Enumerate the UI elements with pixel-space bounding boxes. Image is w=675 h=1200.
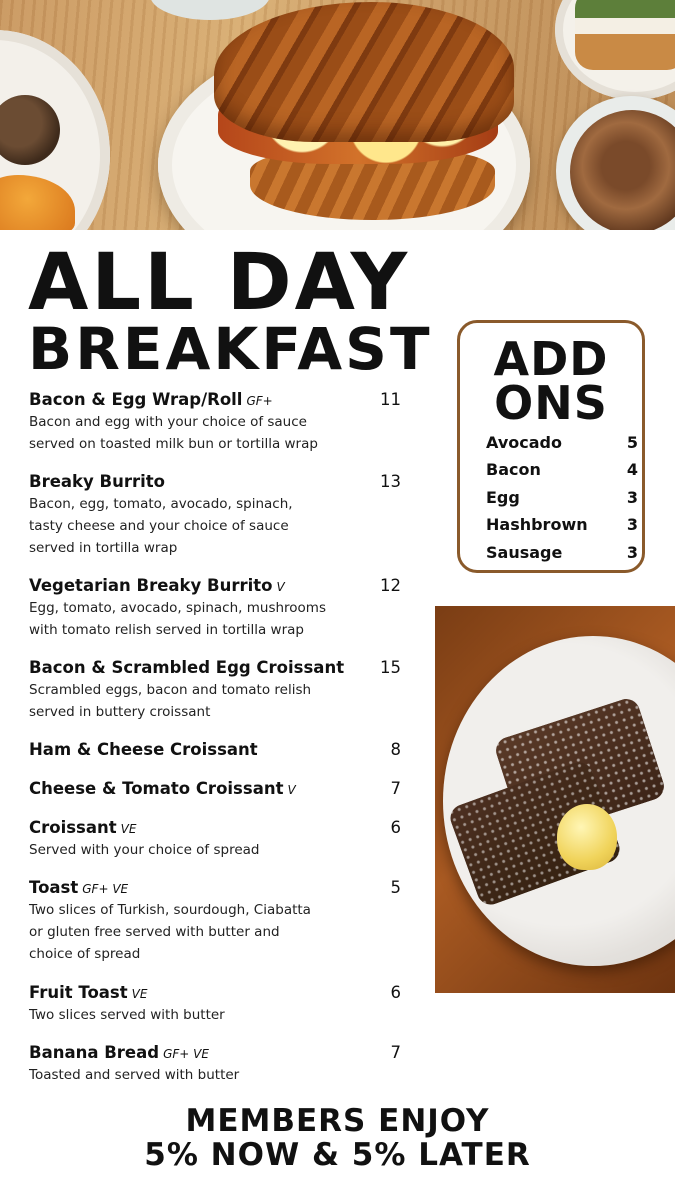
add-ons-title: ADD ONS xyxy=(493,332,609,430)
item-price: 11 xyxy=(380,390,401,409)
item-price: 7 xyxy=(390,779,401,798)
item-diet-tag: VE xyxy=(120,822,137,836)
add-on-price: 3 xyxy=(626,543,638,562)
hero-photo-croissant xyxy=(0,0,675,230)
add-on-item xyxy=(486,433,638,452)
item-name: Cheese & Tomato Croissant xyxy=(29,779,284,798)
item-description: Two slices of Turkish, sourdough, Ciabatta or gluten free served with butter and choice of spread xyxy=(29,902,311,962)
add-on-price: 4 xyxy=(626,460,638,479)
add-on-item xyxy=(486,543,638,562)
menu-item xyxy=(29,983,401,1026)
add-on-item xyxy=(486,488,638,507)
add-on-name: Avocado xyxy=(486,433,562,452)
promo-line1: MEMBERS ENJOY xyxy=(185,1103,490,1139)
item-diet-tag: V xyxy=(287,783,296,797)
add-on-price: 3 xyxy=(626,515,638,534)
item-description: Bacon and egg with your choice of sauce served on toasted milk bun or tortilla wrap xyxy=(29,414,318,452)
members-promo xyxy=(0,1104,675,1172)
item-price: 12 xyxy=(380,576,401,595)
item-diet-tag: GF+ VE xyxy=(82,882,129,896)
add-on-price: 3 xyxy=(626,488,638,507)
menu-item xyxy=(29,818,401,861)
item-name: Ham & Cheese Croissant xyxy=(29,740,258,759)
menu-item xyxy=(29,779,401,798)
menu-item xyxy=(29,740,401,759)
item-description: Bacon, egg, tomato, avocado, spinach, tasty cheese and your choice of sauce served in tortilla wrap xyxy=(29,496,293,556)
page-title-line1: ALL DAY xyxy=(28,238,411,328)
item-diet-tag: GF+ xyxy=(246,394,273,408)
item-diet-tag: V xyxy=(276,580,285,594)
item-name: Bacon & Egg Wrap/Roll xyxy=(29,390,243,409)
item-description: Two slices served with butter xyxy=(29,1007,225,1023)
menu-item xyxy=(29,1043,401,1086)
add-on-item xyxy=(486,515,638,534)
item-description: Scrambled eggs, bacon and tomato relish served in buttery croissant xyxy=(29,682,312,720)
item-name: Breaky Burrito xyxy=(29,472,165,491)
item-description: Served with your choice of spread xyxy=(29,842,260,858)
menu-item xyxy=(29,390,401,455)
item-name: Fruit Toast xyxy=(29,983,128,1002)
photo-french-toast xyxy=(435,606,675,993)
item-name: Toast xyxy=(29,878,79,897)
add-on-name: Hashbrown xyxy=(486,515,588,534)
add-on-name: Egg xyxy=(486,488,520,507)
item-price: 13 xyxy=(380,472,401,491)
item-price: 6 xyxy=(390,818,401,837)
item-name: Bacon & Scrambled Egg Croissant xyxy=(29,658,345,677)
page-title-line2: BREAKFAST xyxy=(28,315,433,383)
item-description: Egg, tomato, avocado, spinach, mushrooms with tomato relish served in tortilla wrap xyxy=(29,600,326,638)
item-name: Croissant xyxy=(29,818,117,837)
menu-item xyxy=(29,878,401,965)
add-on-name: Sausage xyxy=(486,543,563,562)
item-name: Banana Bread xyxy=(29,1043,160,1062)
menu-item xyxy=(29,658,401,723)
menu-item xyxy=(29,576,401,641)
item-price: 5 xyxy=(390,878,401,897)
item-price: 8 xyxy=(390,740,401,759)
promo-line2: 5% NOW & 5% LATER xyxy=(144,1137,531,1173)
item-name: Vegetarian Breaky Burrito xyxy=(29,576,273,595)
item-diet-tag: VE xyxy=(131,987,148,1001)
item-description: Toasted and served with butter xyxy=(29,1067,240,1083)
item-price: 6 xyxy=(390,983,401,1002)
add-on-name: Bacon xyxy=(486,460,541,479)
item-diet-tag: GF+ VE xyxy=(163,1047,209,1061)
menu-item xyxy=(29,472,401,559)
add-on-item xyxy=(486,460,638,479)
add-on-price: 5 xyxy=(626,433,638,452)
add-ons-box xyxy=(457,320,645,573)
item-price: 7 xyxy=(390,1043,401,1062)
item-price: 15 xyxy=(380,658,401,677)
